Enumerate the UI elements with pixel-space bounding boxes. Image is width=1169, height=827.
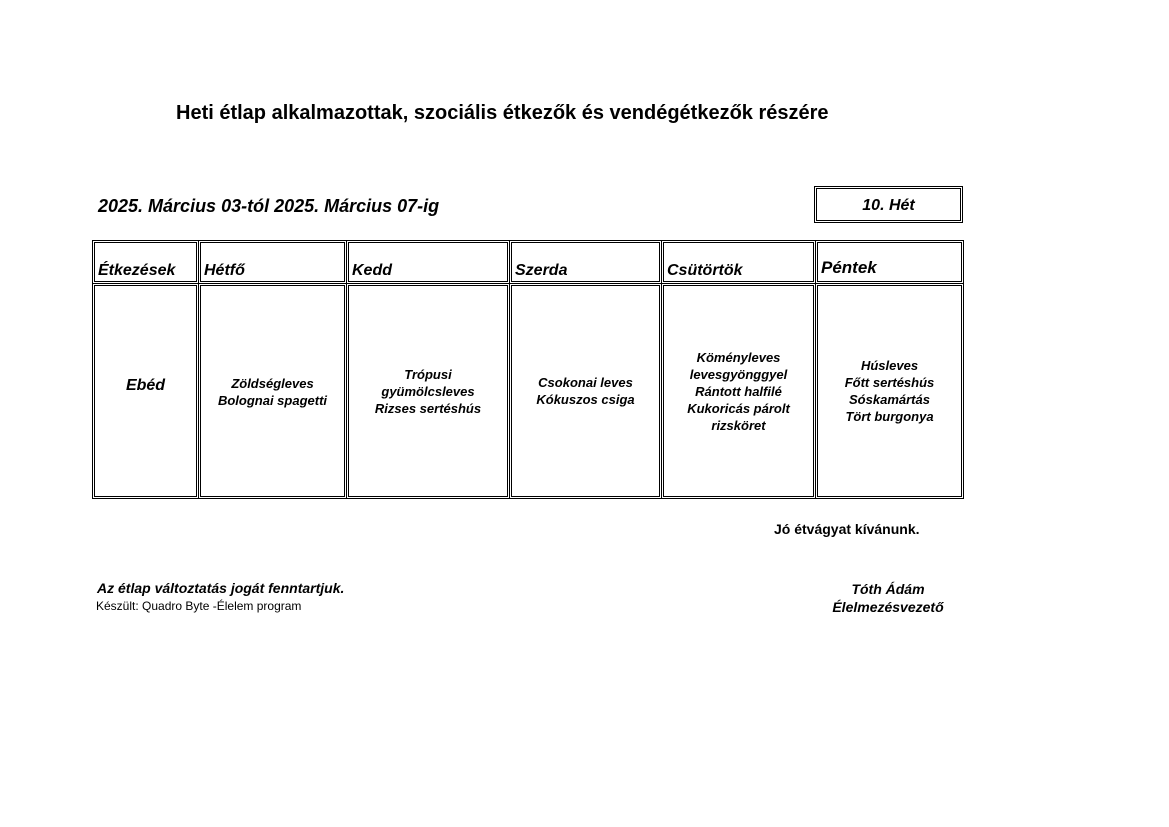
- header-monday-label: Hétfő: [204, 262, 245, 279]
- menu-item: gyümölcsleves: [381, 383, 475, 399]
- menu-item: Sóskamártás: [849, 392, 930, 407]
- header-meals-label: Étkezések: [98, 262, 176, 279]
- made-with-note: Készült: Quadro Byte -Élelem program: [96, 599, 302, 613]
- week-label: 10. Hét: [862, 196, 915, 214]
- monday-menu: [198, 283, 347, 499]
- thursday-menu: [661, 283, 816, 499]
- header-meals: [92, 240, 199, 284]
- header-tuesday: [346, 240, 510, 284]
- menu-item: Húsleves: [860, 358, 919, 373]
- menu-item: rizsköret: [711, 417, 766, 433]
- menu-item: Bolognai spagetti: [217, 393, 328, 408]
- signature-block: [826, 580, 950, 616]
- menu-item: Kukoricás párolt: [687, 400, 790, 416]
- signer-role: Élelmezésvezető: [832, 599, 944, 615]
- menu-item: Csokonai leves: [538, 375, 633, 390]
- menu-item: Zöldségleves: [231, 376, 314, 391]
- date-range: 2025. Március 03-tól 2025. Március 07-ig: [98, 196, 440, 216]
- header-wednesday-label: Szerda: [515, 262, 568, 279]
- menu-item: Tört burgonya: [845, 409, 934, 424]
- header-friday: [815, 240, 964, 284]
- header-monday: [198, 240, 347, 284]
- signer-name: Tóth Ádám: [851, 581, 925, 597]
- wednesday-menu: [509, 283, 662, 499]
- page-title: Heti étlap alkalmazottak, szociális étkezők és vendégétkezők részére: [176, 102, 829, 124]
- meal-label: Ebéd: [125, 376, 166, 394]
- menu-item: Kókuszos csiga: [536, 392, 635, 407]
- menu-item: levesgyönggyel: [689, 366, 788, 382]
- menu-item: Trópusi: [404, 366, 452, 382]
- header-friday-label: Péntek: [821, 258, 877, 277]
- header-thursday-label: Csütörtök: [667, 262, 743, 279]
- good-appetite-note: Jó étvágyat kívánunk.: [774, 521, 920, 537]
- week-label-box: [814, 186, 963, 223]
- menu-item: Rizses sertéshús: [374, 400, 482, 416]
- friday-menu: [815, 283, 964, 499]
- menu-item: Főtt sertéshús: [844, 375, 935, 390]
- header-thursday: [661, 240, 816, 284]
- meal-cell: [92, 283, 199, 499]
- menu-item: Rántott halfilé: [695, 383, 782, 399]
- menu-item: Köményleves: [696, 349, 781, 365]
- reserve-note: Az étlap változtatás jogát fenntartjuk.: [97, 580, 345, 596]
- tuesday-menu: [346, 283, 510, 499]
- header-wednesday: [509, 240, 662, 284]
- header-tuesday-label: Kedd: [352, 262, 392, 279]
